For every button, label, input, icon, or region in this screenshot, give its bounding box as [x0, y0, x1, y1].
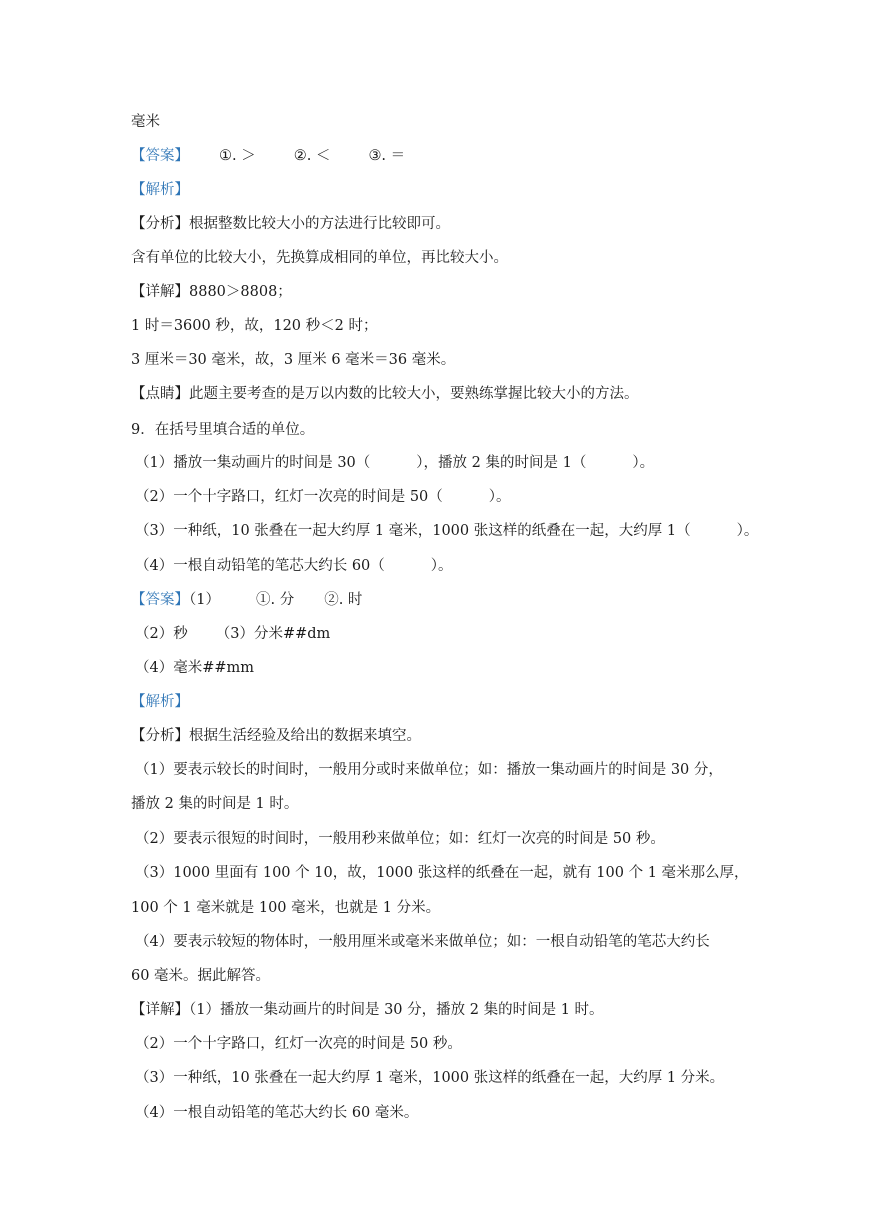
answer-item: ②. 时	[324, 592, 363, 608]
q8-time-line: 1 时＝3600 秒，故，120 秒＜2 时；	[131, 318, 378, 334]
q9-analysis-p3: （3）1000 里面有 100 个 10，故，1000 张这样的纸叠在一起，就有 100 个 1 毫米那么厚，	[135, 865, 749, 881]
q9-xiangjie-4: （4）一根自动铅笔的笔芯大约长 60 毫米。	[135, 1105, 419, 1121]
top-fragment: 毫米	[131, 114, 160, 130]
q9-analysis-p4: （4）要表示较短的物体时，一般用厘米或毫米来做单位；如：一根自动铅笔的笔芯大约长	[135, 934, 710, 950]
q9-sub-3: （3）一种纸，10 张叠在一起大约厚 1 毫米，1000 张这样的纸叠在一起，大约厚 1（ ）。	[135, 523, 759, 539]
xiangjie-tag: 【详解】	[131, 1002, 189, 1018]
q9-analysis-p1: （1）要表示较长的时间时，一般用分或时来做单位；如：播放一集动画片的时间是 30 分，	[135, 762, 723, 778]
q9-xiangjie-3: （3）一种纸，10 张叠在一起大约厚 1 毫米，1000 张这样的纸叠在一起，大约厚 1 分米。	[135, 1070, 725, 1086]
q8-length-line: 3 厘米＝30 毫米，故，3 厘米 6 毫米＝36 毫米。	[131, 352, 456, 368]
q8-fenxi-line: 【分析】根据整数比较大小的方法进行比较即可。	[131, 216, 450, 232]
q9-answer-line-3: （4）毫米##mm	[135, 660, 255, 676]
q8-analysis-tag: 【解析】	[131, 182, 189, 198]
q9-answer-line: 【答案】（1） ①. 分 ②. 时	[131, 592, 363, 608]
q8-xiangjie-line: 【详解】8880＞8808；	[131, 284, 292, 300]
answer-item: ①. ＞	[219, 148, 256, 164]
answer-tag: 【答案】	[131, 592, 189, 608]
q9-analysis-p2: （2）要表示很短的时间时，一般用秒来做单位；如：红灯一次亮的时间是 50 秒。	[135, 831, 665, 847]
q8-answer-line	[131, 146, 405, 166]
q9-xiangjie-line: 【详解】（1）播放一集动画片的时间是 30 分，播放 2 集的时间是 1 时。	[131, 1002, 604, 1018]
q9-answer-line-2: （2）秒 （3）分米##dm	[135, 626, 331, 642]
q9-analysis-p4-cont: 60 毫米。据此解答。	[131, 968, 271, 984]
xiangjie-tag: 【详解】	[131, 284, 189, 300]
q9-sub-2: （2）一个十字路口，红灯一次亮的时间是 50（ ）。	[135, 489, 511, 505]
fenxi-tag: 【分析】	[131, 728, 189, 744]
q9-analysis-p3-cont: 100 个 1 毫米就是 100 毫米，也就是 1 分米。	[131, 900, 441, 916]
q9-sub-1: （1）播放一集动画片的时间是 30（ ），播放 2 集的时间是 1（ ）。	[135, 455, 655, 471]
answer-tag: 【答案】	[131, 148, 189, 164]
answer-item: ①. 分	[255, 592, 295, 608]
q9-xiangjie-2: （2）一个十字路口，红灯一次亮的时间是 50 秒。	[135, 1036, 462, 1052]
answer-item: ②. ＜	[293, 148, 331, 164]
q8-fenxi-line-2: 含有单位的比较大小，先换算成相同的单位，再比较大小。	[131, 250, 508, 266]
dianjing-tag: 【点睛】	[131, 386, 189, 402]
fenxi-tag: 【分析】	[131, 216, 189, 232]
q8-dianjing-line: 【点睛】此题主要考查的是万以内数的比较大小，要熟练掌握比较大小的方法。	[131, 386, 639, 402]
q9-sub-4: （4）一根自动铅笔的笔芯大约长 60（ ）。	[135, 558, 453, 574]
answer-item: ③. ＝	[368, 148, 406, 164]
q9-title: 9．在括号里填合适的单位。	[131, 422, 315, 438]
q9-fenxi-line: 【分析】根据生活经验及给出的数据来填空。	[131, 728, 421, 744]
q9-analysis-p1-cont: 播放 2 集的时间是 1 时。	[131, 796, 299, 812]
q9-analysis-tag: 【解析】	[131, 694, 189, 710]
